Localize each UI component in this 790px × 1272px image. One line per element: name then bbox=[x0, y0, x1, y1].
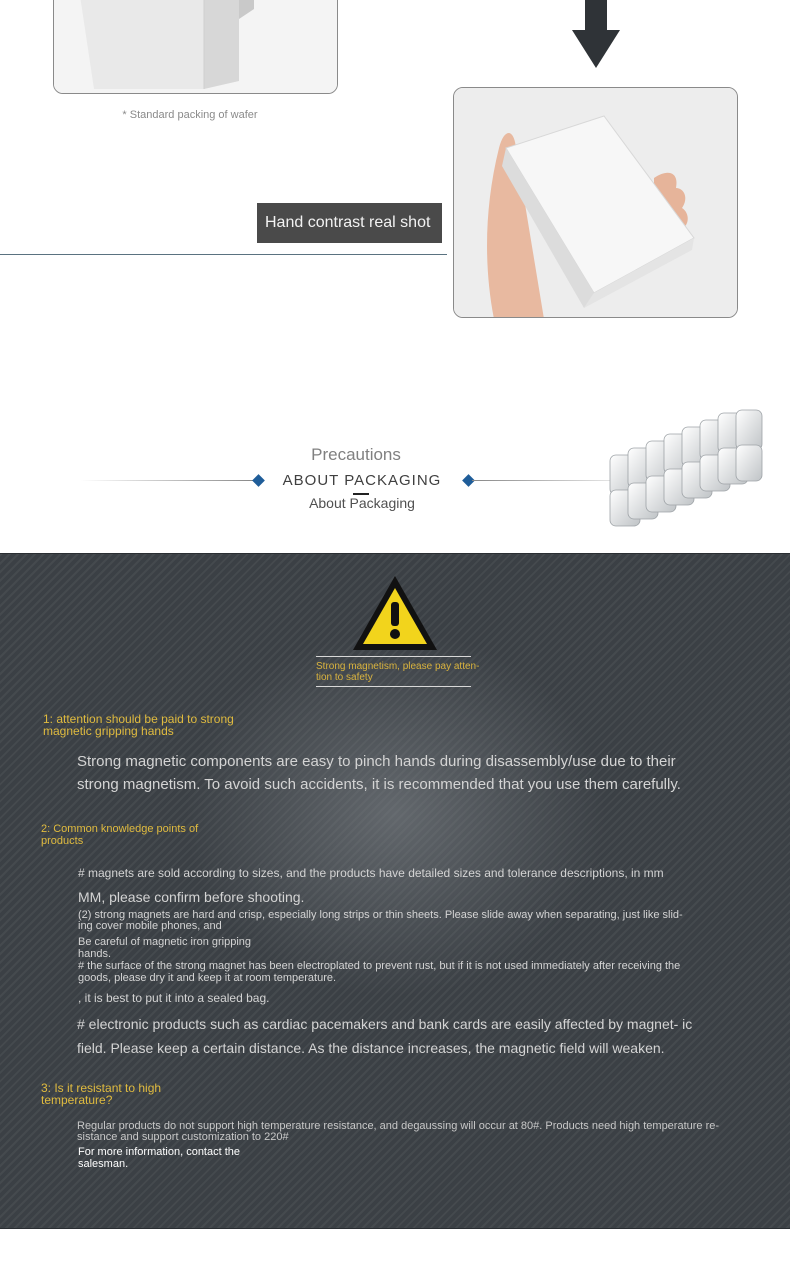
safety-notice-section bbox=[0, 553, 790, 1229]
precautions-subtitle: About Packaging bbox=[309, 495, 415, 511]
warning-text: Strong magnetism, please pay atten- tion to safety bbox=[316, 661, 480, 683]
precautions-title: Precautions bbox=[311, 445, 401, 464]
warning-icon bbox=[351, 574, 439, 652]
section2-line3: (2) strong magnets are hard and crisp, especially long strips or thin sheets. Please slide away when separating, just like slid- ing cover mobile phones, and bbox=[78, 909, 683, 932]
section1-heading: 1: attention should be paid to strong magnetic gripping hands bbox=[43, 712, 234, 738]
section3-heading: 3: Is it resistant to high temperature? bbox=[41, 1081, 162, 1107]
contact-salesman-text: For more information, contact the salesman. bbox=[78, 1146, 241, 1170]
warning-line-bottom bbox=[316, 686, 471, 687]
warning-line-top bbox=[316, 656, 471, 657]
white-box-illustration bbox=[54, 0, 338, 94]
section2-line7: # electronic products such as cardiac pacemakers and bank cards are easily affected by magnet- ic field. Please keep a certain distance. As the distance increases, the magnetic field will weaken. bbox=[77, 1016, 693, 1056]
section2-line4: Be careful of magnetic iron gripping hands. bbox=[78, 936, 252, 960]
section2-line2: MM, please confirm before shooting. bbox=[78, 889, 305, 905]
section2-heading: 2: Common knowledge points of products bbox=[41, 823, 199, 847]
hand-contrast-label: Hand contrast real shot bbox=[257, 203, 442, 243]
section2-line1: # magnets are sold according to sizes, and the products have detailed sizes and tolerance descriptions, in mm bbox=[78, 866, 664, 880]
section2-line6: , it is best to put it into a sealed bag. bbox=[78, 991, 270, 1005]
section2-line5: # the surface of the strong magnet has been electroplated to prevent rust, but if it is not used immediately after receiving the goods, please dry it and keep it at room temperature. bbox=[78, 960, 681, 984]
divider-line bbox=[0, 254, 447, 255]
magnet-blocks-illustration bbox=[560, 400, 780, 540]
diamond-left-icon bbox=[252, 474, 265, 487]
section3-body: Regular products do not support high temperature resistance, and degaussing will occur at 80#. Products need high temperature re- sistance and support customization to 220# bbox=[77, 1120, 720, 1143]
arrow-down-icon bbox=[572, 0, 620, 70]
wafer-packing-photo bbox=[53, 0, 338, 94]
wafer-caption: * Standard packing of wafer bbox=[122, 109, 258, 121]
hand-contrast-photo bbox=[453, 87, 738, 318]
decor-line-left bbox=[80, 480, 255, 481]
section1-body: Strong magnetic components are easy to pinch hands during disassembly/use due to their strong magnetism. To avoid such accidents, it is recommended that you use them carefully. bbox=[77, 753, 681, 793]
precautions-subtitle-caps: ABOUT PACKAGING bbox=[282, 472, 442, 489]
hand-holding-box-illustration bbox=[454, 88, 738, 318]
